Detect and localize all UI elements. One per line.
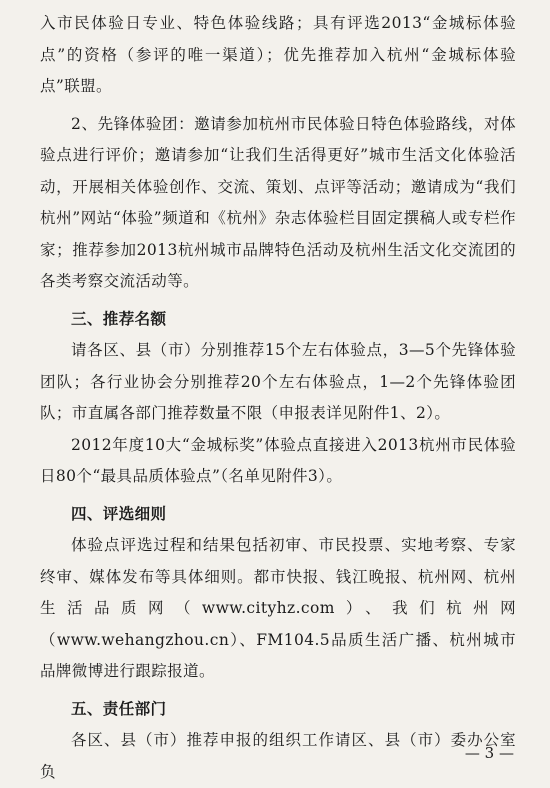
- section-heading-responsible-departments: 五、责任部门: [71, 699, 167, 718]
- paragraph-award-winners: 2012年度10大“金城标奖”体验点直接进入2013杭州市民体验日80个“最具品质体验点”（名单见附件3）。: [40, 435, 516, 485]
- section-heading-recommendation-quota: 三、推荐名额: [71, 309, 167, 328]
- paragraph-selection-process: 体验点评选过程和结果包括初审、市民投票、实地考察、专家终审、媒体发布等具体细则。都市快报、钱江晚报、杭州网、杭州生活品质网（www.cityhz.com）、我们杭州网（www.wehangzhou.cn）、FM104.5品质生活广播、杭州城市品牌微博进行跟踪报道。: [40, 536, 516, 680]
- paragraph-benefits-continued: 入市民体验日专业、特色体验线路；具有评选2013“金城标体验点”的资格（参评的唯一渠道）；优先推荐加入杭州“金城标体验点”联盟。: [40, 14, 516, 95]
- paragraph-quota-details: 请各区、县（市）分别推荐15个左右体验点，3—5个先锋体验团队；各行业协会分别推荐20个左右体验点，1—2个先锋体验团队；市直属各部门推荐数量不限（申报表详见附件1、2）。: [40, 341, 516, 422]
- paragraph-pioneer-team: 2、先锋体验团：邀请参加杭州市民体验日特色体验路线，对体验点进行评价；邀请参加“让我们生活得更好”城市生活文化体验活动，开展相关体验创作、交流、策划、点评等活动；邀请成为“我们杭州”网站“体验”频道和《杭州》杂志体验栏目固定撰稿人或专栏作家；推荐参加2013杭州城市品牌特色活动及杭州生活文化交流团的各类考察交流活动等。: [40, 114, 516, 290]
- page-number: — 3 —: [464, 744, 514, 762]
- section-heading-selection-rules: 四、评选细则: [71, 504, 167, 523]
- paragraph-responsible-departments: 各区、县（市）推荐申报的组织工作请区、县（市）委办公室负: [40, 731, 516, 781]
